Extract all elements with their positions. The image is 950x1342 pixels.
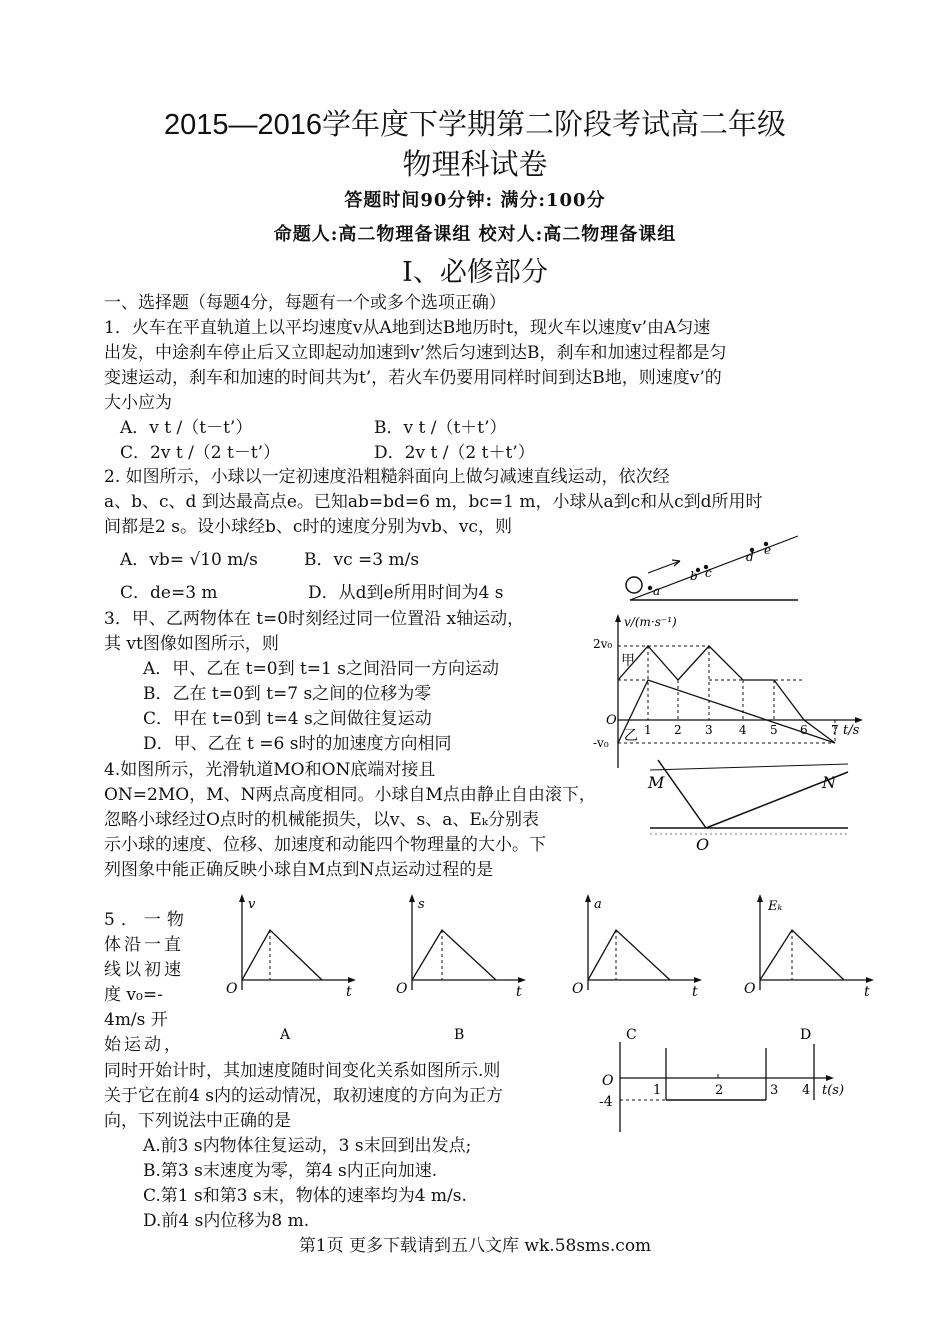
q5-side-6: 始运动， <box>104 1035 184 1055</box>
graph-c <box>556 890 716 1050</box>
q4-line-1: 4.如图所示，光滑轨道MO和ON底端对接且 <box>104 760 436 780</box>
point-n: N <box>822 773 836 792</box>
q1-line-4: 大小应为 <box>104 393 172 413</box>
graph-a <box>210 890 370 1050</box>
label-a: a <box>653 584 661 598</box>
at-xtick-4: 4 <box>802 1083 811 1098</box>
q3-line-1: 3．甲、乙两物体在 t=0时刻经过同一位置沿 x轴运动， <box>104 609 525 629</box>
vt-xtick-3: 3 <box>705 723 713 737</box>
graph-b-letter: B <box>454 1027 465 1043</box>
graph-d-axis: Eₖ <box>768 899 783 914</box>
vt-xtick-4: 4 <box>739 723 747 737</box>
q2-option-c: C．de=3 m <box>120 583 218 603</box>
series-jia-label: 甲 <box>621 653 635 669</box>
q2-option-b: B．vc =3 m/s <box>304 550 420 570</box>
vt-xtick-1: 1 <box>644 723 652 737</box>
author-info: 命题人:高二物理备课组 校对人:高二物理备课组 <box>273 224 677 245</box>
graph-d <box>728 890 888 1050</box>
vt-ytick-2v0: 2v₀ <box>593 637 613 651</box>
q1-option-c: C．2v t /（2 t－t’） <box>120 443 281 463</box>
time-info: 答题时间90分钟: 满分:100分 <box>344 190 606 211</box>
q5-line-1: 同时开始计时，其加速度随时间变化关系如图所示.则 <box>104 1061 501 1081</box>
graph-a-origin: O <box>226 981 238 997</box>
q2-line-1: 2. 如图所示，小球以一定初速度沿粗糙斜面向上做匀减速直线运动，依次经 <box>104 467 670 487</box>
q1-line-1: 1．火车在平直轨道上以平均速度v从A地到达B地历时t，现火车以速度v’由A匀速 <box>104 318 711 338</box>
vt-ytick-neg-v0: -v₀ <box>593 736 609 750</box>
point-m: M <box>648 773 665 792</box>
at-origin: O <box>602 1073 614 1089</box>
graph-c-origin: O <box>572 981 584 997</box>
label-c: c <box>705 566 712 580</box>
q3-option-c: C．甲在 t=0到 t=4 s之间做往复运动 <box>143 709 432 729</box>
label-e: e <box>764 543 772 557</box>
q3-option-d: D．甲、乙在 t =6 s时的加速度方向相同 <box>143 734 452 754</box>
point-o: O <box>696 835 710 854</box>
graph-a-axis: v <box>248 897 256 912</box>
series-yi-label: 乙 <box>624 728 638 744</box>
at-xtick-1: 1 <box>653 1083 662 1098</box>
q4-line-2: ON=2MO，M、N两点高度相同。小球自M点由静止自由滚下， <box>104 785 596 805</box>
vt-xtick-2: 2 <box>674 723 682 737</box>
vt-xtick-5: 5 <box>770 723 778 737</box>
q2-line-2: a、b、c、d 到达最高点e。已知ab=bd=6 m，bc=1 m，小球从a到c和从c到d所用时 <box>104 492 763 512</box>
at-xlabel: t(s) <box>822 1083 845 1098</box>
graph-c-axis: a <box>594 897 602 912</box>
graph-d-origin: O <box>744 981 756 997</box>
q1-option-a: A．v t /（t－t’） <box>120 418 253 438</box>
at-xtick-3: 3 <box>770 1083 779 1098</box>
vt-origin: O <box>606 713 617 728</box>
label-d: d <box>746 550 754 564</box>
track-figure <box>638 752 858 857</box>
graph-a-t: t <box>346 984 352 1000</box>
graph-c-t: t <box>692 984 698 1000</box>
at-ytick: -4 <box>599 1094 613 1110</box>
q2-line-3: 间都是2 s。设小球经b、c时的速度分别为vb、vc，则 <box>104 517 512 537</box>
vt-xtick-6: 6 <box>800 723 808 737</box>
q3-option-a: A．甲、乙在 t=0到 t=1 s之间沿同一方向运动 <box>143 659 499 679</box>
ball <box>626 577 642 593</box>
q5-option-d: D.前4 s内位移为8 m. <box>143 1211 310 1231</box>
q4-line-5: 列图象中能正确反映小球自M点到N点运动过程的是 <box>104 860 494 880</box>
incline-figure <box>618 528 803 606</box>
page-footer: 第1页 更多下载请到五八文库 wk.58sms.com <box>298 1236 652 1256</box>
at-graph <box>596 1040 866 1135</box>
q5-side-4: 度 v₀=- <box>104 985 163 1005</box>
exam-title: 2015—2016学年度下学期第二阶段考试高二年级 <box>163 109 787 141</box>
q1-line-2: 出发，中途刹车停止后又立即起动加速到v’然后匀速到达B，刹车和加速过程都是匀 <box>104 343 727 363</box>
q5-line-3: 向，下列说法中正确的是 <box>104 1111 291 1131</box>
q4-line-3: 忽略小球经过O点时的机械能损失，以v、s、a、Eₖ分别表 <box>104 810 540 830</box>
graph-b <box>380 890 540 1050</box>
q4-line-4: 示小球的速度、位移、加速度和动能四个物理量的大小。下 <box>104 835 546 855</box>
q5-option-c: C.第1 s和第3 s末，物体的速率均为4 m/s. <box>143 1186 467 1206</box>
q5-line-2: 关于它在前4 s内的运动情况，取初速度的方向为正方 <box>104 1086 503 1106</box>
q5-side-1: 5．一物 <box>104 910 190 930</box>
graph-d-t: t <box>864 984 870 1000</box>
graph-b-axis: s <box>418 897 425 912</box>
part-heading: 一、选择题（每题4分，每题有一个或多个选项正确） <box>104 293 506 313</box>
q3-line-2: 其 vt图像如图所示，则 <box>104 634 279 654</box>
graph-a-letter: A <box>280 1027 291 1043</box>
q5-side-5: 4m/s 开 <box>104 1010 168 1030</box>
vt-ylabel: v/(m·s⁻¹) <box>624 615 677 629</box>
exam-subtitle: 物理科试卷 <box>402 149 548 181</box>
q5-option-a: A.前3 s内物体往复运动，3 s末回到出发点; <box>143 1136 472 1156</box>
graph-b-origin: O <box>396 981 408 997</box>
q1-option-b: B．v t /（t＋t’） <box>374 418 507 438</box>
q2-option-a: A．vb= √10 m/s <box>120 550 258 570</box>
vt-xlabel: t/s <box>843 723 860 738</box>
section-title: I、必修部分 <box>402 257 548 288</box>
q1-line-3: 变速运动，刹车和加速的时间共为t’，若火车仍要用同样时间到达B地，则速度v’的 <box>104 368 722 388</box>
q3-option-b: B．乙在 t=0到 t=7 s之间的位移为零 <box>143 684 432 704</box>
q5-side-3: 线以初速 <box>104 960 184 980</box>
label-b: b <box>690 569 698 583</box>
q2-option-d: D．从d到e所用时间为4 s <box>308 583 504 603</box>
q5-side-2: 体沿一直 <box>104 935 184 955</box>
q5-option-b: B.第3 s末速度为零，第4 s内正向加速. <box>143 1161 438 1181</box>
graph-c-letter: C <box>626 1027 637 1043</box>
at-xtick-2: 2 <box>715 1083 724 1098</box>
graph-d-letter: D <box>800 1027 812 1043</box>
graph-b-t: t <box>516 984 522 1000</box>
q1-option-d: D．2v t /（2 t＋t’） <box>374 443 535 463</box>
vt-xtick-7: 7 <box>831 723 839 737</box>
